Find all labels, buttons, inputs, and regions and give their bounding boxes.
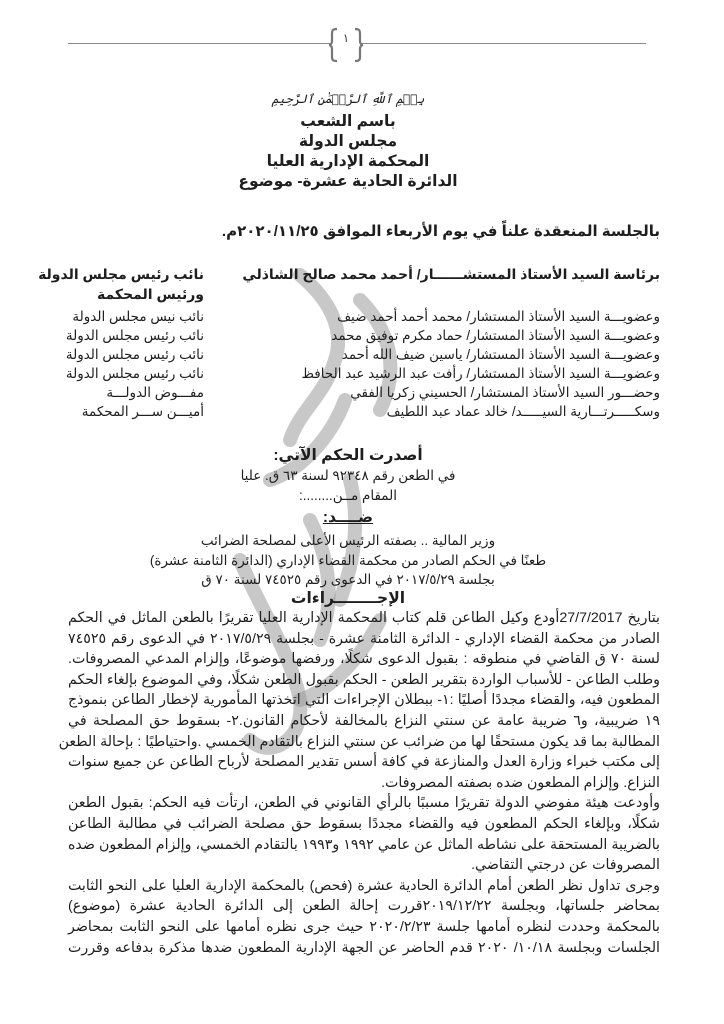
header-line-people: باسم الشعب xyxy=(300,113,396,130)
paragraph xyxy=(68,793,660,875)
text-line: ١٩ ضريبية، و٦ ضريبة عامة عن سنتي النزاع بالمخالفة لأحكام القانون.٢- بسقوط حق المصلحة في xyxy=(68,712,660,729)
panel-member-name: وسكـــــرتـــارية السيـــــد/ خالد عماد عبد اللطيف xyxy=(386,404,660,419)
header-line-court: المحكمة الإدارية العليا xyxy=(266,153,430,170)
panel-member-name: وعضويـــة السيد الأستاذ المستشار/ محمد أحمد أحمد ضيف xyxy=(337,309,660,324)
text-line: بمحاضر جلساتها، وبجلسة ٢٠١٩/١٢/٢٢قررت إحالة الطعن إلى الدائرة الحادية عشرة (موضوع) xyxy=(68,898,660,915)
paragraph xyxy=(68,876,660,958)
text-line: الجلسات وبجلسة ١٠/١٨/ ٢٠٢٠ قدم الحاضر عن الجهة الإدارية المطعون ضدها مذكرة بدفاعه وقررت xyxy=(68,939,660,956)
panel-member-name: وعضويـــة السيد الأستاذ المستشار/ ياسين ضيف الله أحمد xyxy=(341,347,660,362)
procedures-heading: الإجــــــــراءات xyxy=(290,590,406,607)
text-line: إلى مكتب خبراء وزارة العدل والمنازعة في كافة أسس تقدير المصلحة لأرباح الطاعن عن جميع سنوات xyxy=(68,754,660,771)
page-number: ١ xyxy=(342,31,350,45)
judgment-heading: أصدرت الحكم الآتي: xyxy=(273,447,423,464)
panel-row xyxy=(68,404,660,423)
text-line: المصروفات عن درجتي التقاضي. xyxy=(471,857,660,874)
session-date-line: بالجلسة المنعقدة علناً في يوم الأربعاء الموافق ٢٠٢٠/١١/٢٥م. xyxy=(221,223,660,240)
panel-member-name: وعضويـــة السيد الأستاذ المستشار/ رأفت عبد الرشيد عبد الحافظ xyxy=(301,366,660,381)
respondent: وزير المالية .. بصفته الرئيس الأعلى لمصلحة الضرائب xyxy=(200,533,496,548)
header-line-circuit: الدائرة الحادية عشرة- موضوع xyxy=(238,173,458,190)
panel-member-title: ورئيس المحكمة xyxy=(97,286,204,302)
appealed-judgment: طعنًا في الحكم الصادر من محكمة القضاء الإداري (الدائرة الثامنة عشرة) xyxy=(149,553,547,568)
panel-row xyxy=(68,286,660,305)
text-line: وجرى تداول نظر الطعن أمام الدائرة الحادية عشرة (فحص) بالمحكمة الإدارية العليا على النحو الثابت xyxy=(68,877,660,894)
panel-row xyxy=(68,309,660,328)
text-line: المطعون فيه، والقضاء مجددًا أصليًا :١- ببطلان الإجراءات التي اتخذتها المأمورية لإخطار الطاعن بنموذج xyxy=(68,692,660,709)
text-line: لسنة ٧٠ ق القاضي في منطوقه : بقبول الدعوى شكلًا، ورفضها موضوعًا، وإلزام المدعي المصروفات. xyxy=(68,651,660,668)
panel-member-title: نائب رئيس مجلس الدولة xyxy=(65,347,204,362)
panel-member-name: وعضويـــة السيد الأستاذ المستشار/ حماد مكرم توفيق محمد xyxy=(331,328,660,343)
text-line: الصادر من محكمة القضاء الإداري - الدائرة الثامنة عشرة - بجلسة ٢٠١٧/٥/٢٩ في الدعوى رقم ٧٤٥٢٥ xyxy=(68,630,661,647)
panel-row xyxy=(68,385,660,404)
case-reference: بجلسة ٢٠١٧/٥/٢٩ في الدعوى رقم ٧٤٥٢٥ لسنة ٧٠ ق xyxy=(201,572,495,587)
text-line: بالمحكمة وحددت لنظره أمامها جلسة ٢٠٢٠/٢/٢٣ حيث جرى نظره أمامها على النحو الثابت بمحاضر xyxy=(68,918,661,935)
panel-row xyxy=(65,328,660,347)
paragraph xyxy=(58,608,661,793)
panel-member-title: نائب رئيس مجلس الدولة xyxy=(65,328,204,343)
panel-member-title: نائب رئيس مجلس الدولة xyxy=(65,366,204,381)
basmala: بِسۡمِ ٱللَّهِ ٱلرَّحۡمَٰنِ ٱلرَّحِيمِ xyxy=(271,92,425,106)
procedures-body xyxy=(58,608,661,958)
appeal-number: في الطعن رقم ٩٢٣٤٨ لسنة ٦٣ ق. عليا xyxy=(240,468,456,483)
text-line: وطلب الطاعن - للأسباب الواردة بتقرير الطعن - الحكم بقبول الطعن شكلًا، وفي الموضوع بإلغاء الحكم xyxy=(68,671,660,688)
panel-member-title: نائب نيس مجلس الدولة xyxy=(72,309,204,324)
panel-row xyxy=(38,266,660,285)
panel-row xyxy=(65,347,660,366)
header-rule-right xyxy=(362,43,646,44)
text-line: بتاريخ 27/7/2017أودع وكيل الطاعن قلم كتاب المحكمة الإدارية العليا تقريرًا بالطعن الماثل في الحكم xyxy=(68,610,661,626)
panel-member-title: مفـــوض الدولـــة xyxy=(106,385,204,400)
text-line: المطالبة بما قد يكون مستحقًا لها من ضرائب عن سنتي النزاع بالتقادم الخمسي .واحتياطيًا : بإحالة الطعن xyxy=(58,733,660,750)
filed-by: المقام مــن........: xyxy=(299,488,397,503)
panel-member-name: وحضـــور السيد الأستاذ المستشار/ الحسيني زكريا الفقي xyxy=(350,385,660,400)
text-line: النزاع. وإلزام المطعون ضده بصفته المصروفات. xyxy=(381,774,660,791)
panel-member-name: برئاسة السيد الأستاذ المستشــــــار/ أحمد محمد صالح الشاذلي xyxy=(242,266,660,282)
text-line: بالضريبة المستحقة على نشاطه الماثل عن عامي ١٩٩٢ و١٩٩٣ بالتقادم الخمسي، وإلزام المطعون ضده xyxy=(68,836,660,853)
panel-member-title: أميـــن ســـر المحكمة xyxy=(81,404,204,419)
against-label: ضــــد: xyxy=(322,509,374,526)
header-rule-left xyxy=(68,43,330,44)
header-line-council: مجلس الدولة xyxy=(298,133,398,150)
panel-member-title: نائب رئيس مجلس الدولة xyxy=(38,266,204,282)
text-line: شكلًا، وبإلغاء الحكم المطعون فيه والقضاء مجددًا بسقوط حق مصلحة الضرائب في مطالبة الطاعن xyxy=(68,815,660,832)
text-line: وأودعت هيئة مفوضي الدولة تقريرًا مسببًا بالرأي القانوني في الطعن، ارتأت فيه الحكم: بقبول الطعن xyxy=(68,795,660,812)
panel-row xyxy=(65,366,660,385)
